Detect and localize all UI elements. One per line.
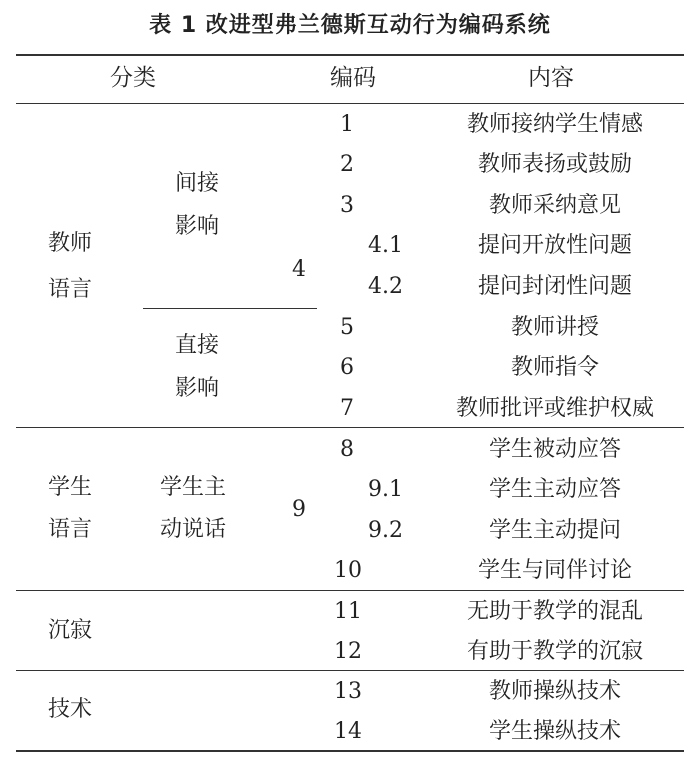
student-category-line2: 语言 (48, 517, 93, 542)
teacher-subgroup-divider (143, 308, 317, 309)
row-12-content: 有助于教学的沉寂 (466, 639, 643, 664)
row-9-1-code: 9.1 (368, 477, 403, 502)
student-active-line1: 学生主 (160, 475, 227, 500)
row-14-content: 学生操纵技术 (488, 719, 621, 744)
row-4-1-code: 4.1 (368, 233, 403, 258)
row-8-code: 8 (340, 437, 354, 462)
direct-line1: 直接 (175, 333, 220, 358)
teacher-category-line1: 教师 (48, 231, 93, 256)
row-1-code: 1 (340, 112, 354, 137)
indirect-line1: 间接 (175, 171, 220, 196)
header-content: 内容 (528, 65, 574, 91)
silence-category: 沉寂 (48, 618, 93, 643)
row-3-content: 教师采纳意见 (488, 193, 621, 218)
student-active-line2: 动说话 (160, 517, 227, 542)
row-10-code: 10 (334, 558, 362, 583)
student-category-line1: 学生 (48, 475, 93, 500)
row-4-2-content: 提问封闭性问题 (477, 274, 632, 299)
row-11-code: 11 (334, 599, 362, 624)
row-9-1-content: 学生主动应答 (488, 477, 621, 502)
student-active-merged-code: 9 (292, 497, 306, 522)
tech-category: 技术 (48, 697, 93, 722)
row-4-1-content: 提问开放性问题 (477, 233, 632, 258)
row-5-content: 教师讲授 (510, 315, 599, 340)
indirect-line2: 影响 (175, 214, 220, 239)
row-8-content: 学生被动应答 (488, 437, 621, 462)
direct-line2: 影响 (175, 376, 220, 401)
header-code: 编码 (330, 65, 376, 91)
row-4-2-code: 4.2 (368, 274, 403, 299)
row-12-code: 12 (334, 639, 362, 664)
row-14-code: 14 (334, 719, 362, 744)
indirect-merged-code: 4 (292, 257, 306, 282)
row-5-code: 5 (340, 315, 354, 340)
row-13-content: 教师操纵技术 (488, 679, 621, 704)
row-1-content: 教师接纳学生情感 (466, 112, 643, 137)
header-category: 分类 (110, 65, 156, 91)
row-2-content: 教师表扬或鼓励 (477, 152, 632, 177)
row-6-content: 教师指令 (510, 355, 599, 380)
row-9-2-code: 9.2 (368, 518, 403, 543)
row-7-code: 7 (340, 396, 354, 421)
row-7-content: 教师批评或维护权威 (455, 396, 654, 421)
row-6-code: 6 (340, 355, 354, 380)
row-10-content: 学生与同伴讨论 (477, 558, 632, 583)
header-rule (16, 103, 684, 104)
teacher-category-line2: 语言 (48, 277, 93, 302)
row-2-code: 2 (340, 152, 354, 177)
row-11-content: 无助于教学的混乱 (466, 599, 643, 624)
row-3-code: 3 (340, 193, 354, 218)
table-title: 表 1 改进型弗兰德斯互动行为编码系统 (149, 13, 551, 38)
row-9-2-content: 学生主动提问 (488, 518, 621, 543)
row-13-code: 13 (334, 679, 362, 704)
top-rule (16, 54, 684, 56)
